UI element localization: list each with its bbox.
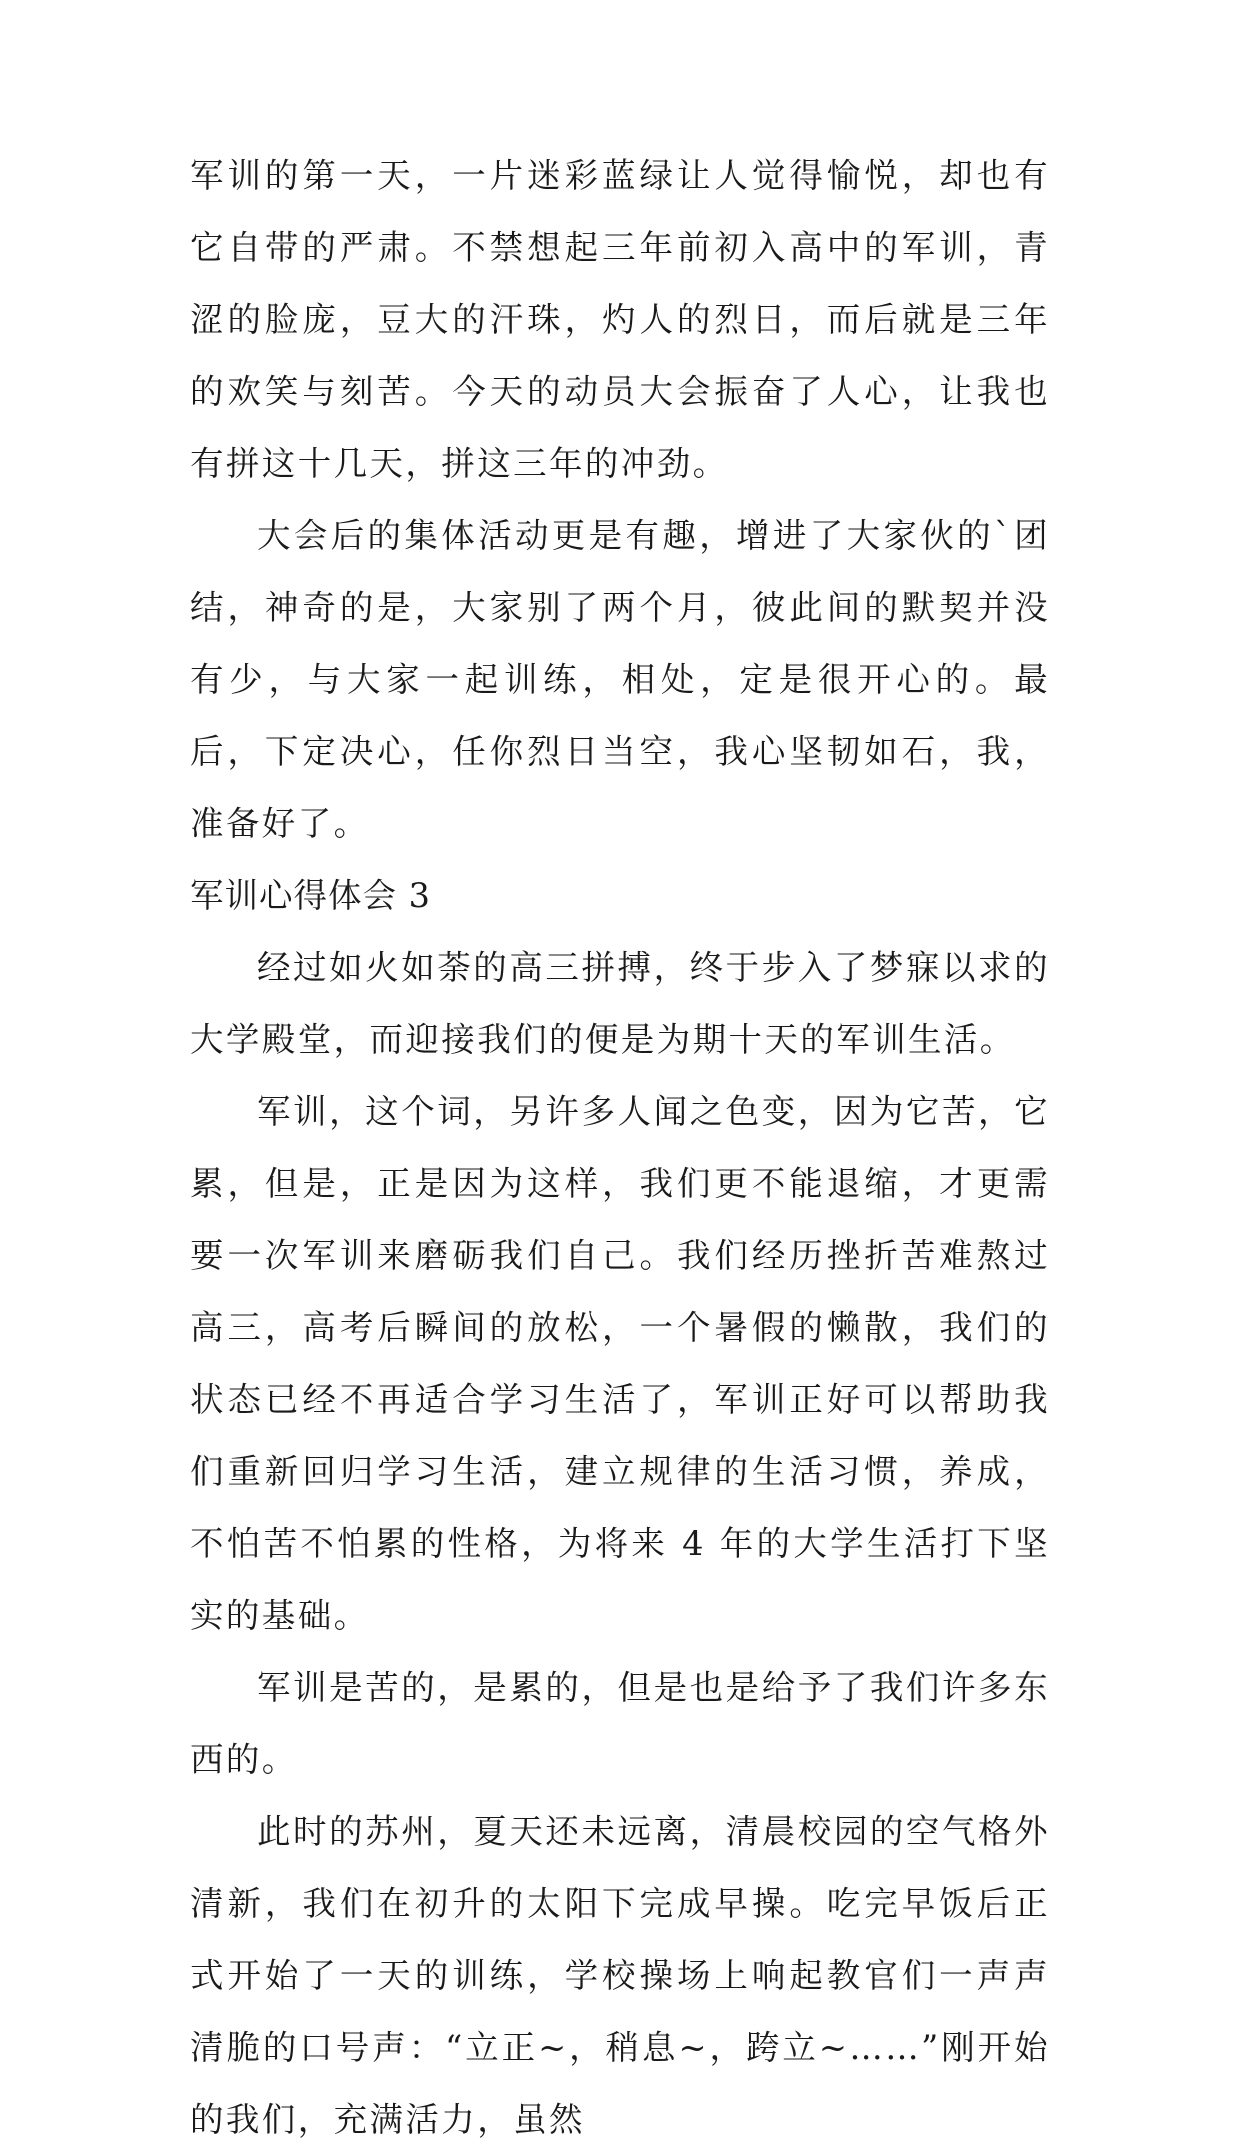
paragraph-6: 此时的苏州，夏天还未远离，清晨校园的空气格外清新，我们在初升的太阳下完成早操。吃完早饭后正式开始了一天的训练，学校操场上响起教官们一声声清脆的口号声：“立正~，稍息~，跨立~……”刚开始的我们，充满活力，虽然: [190, 1812, 1050, 2139]
paragraph-1: 军训的第一天，一片迷彩蓝绿让人觉得愉悦，却也有它自带的严肃。不禁想起三年前初入高中的军训，青涩的脸庞，豆大的汗珠，灼人的烈日，而后就是三年的欢笑与刻苦。今天的动员大会振奋了人心，让我也有拼这十几天，拼这三年的冲劲。: [190, 156, 1050, 483]
paragraph-5: 军训是苦的，是累的，但是也是给予了我们许多东西的。: [190, 1668, 1050, 1779]
paragraph-3: 经过如火如荼的高三拼搏，终于步入了梦寐以求的大学殿堂，而迎接我们的便是为期十天的军训生活。: [190, 948, 1050, 1059]
section-heading: 军训心得体会 3: [190, 876, 431, 915]
document-page: [190, 140, 1050, 2156]
paragraph-2: 大会后的集体活动更是有趣，增进了大家伙的`团结，神奇的是，大家别了两个月，彼此间的默契并没有少，与大家一起训练，相处，定是很开心的。最后，下定决心，任你烈日当空，我心坚韧如石，我，准备好了。: [190, 516, 1050, 843]
paragraph-4: 军训，这个词，另许多人闻之色变，因为它苦，它累，但是，正是因为这样，我们更不能退缩，才更需要一次军训来磨砺我们自己。我们经历挫折苦难熬过高三，高考后瞬间的放松，一个暑假的懒散，我们的状态已经不再适合学习生活了，军训正好可以帮助我们重新回归学习生活，建立规律的生活习惯，养成，不怕苦不怕累的性格，为将来 4 年的大学生活打下坚实的基础。: [190, 1092, 1050, 1635]
